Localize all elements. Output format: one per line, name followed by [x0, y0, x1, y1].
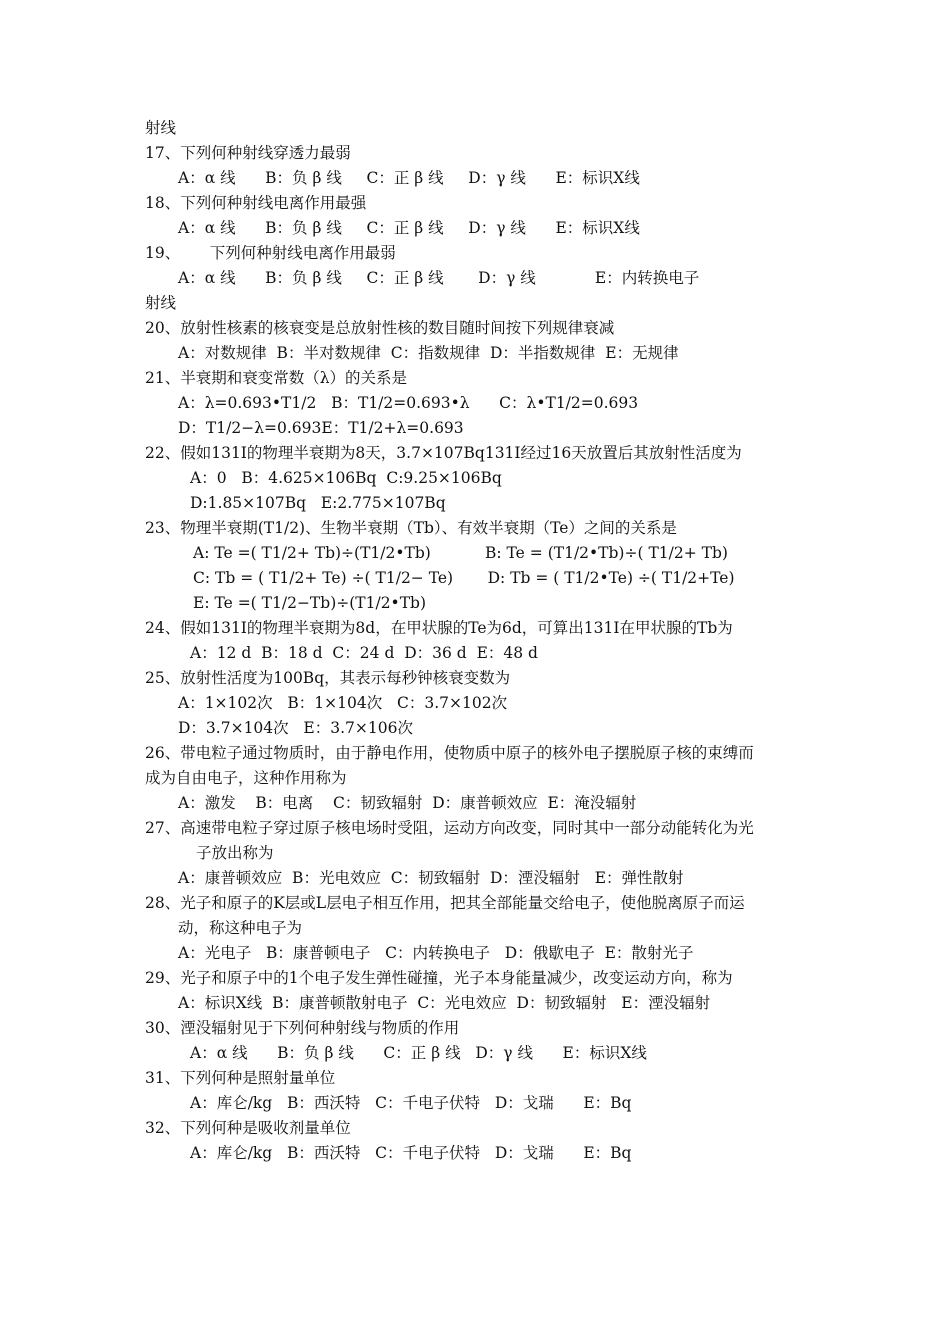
options-19: A：α 线 B：负 β 线 C：正 β 线 D：γ 线 E：内转换电子 — [178, 269, 700, 287]
options-17: A：α 线 B：负 β 线 C：正 β 线 D：γ 线 E：标识Ⅹ线 — [178, 169, 640, 187]
question-31: 31、下列何种是照射量单位 — [145, 1069, 336, 1087]
options-28: A：光电子 B：康普顿电子 C：内转换电子 D：俄歇电子 E：散射光子 — [178, 944, 694, 962]
options-32: A：库仑/kg B：西沃特 C：千电子伏特 D：戈瑞 E：Bq — [190, 1144, 632, 1162]
question-30: 30、湮没辐射见于下列何种射线与物质的作用 — [145, 1019, 460, 1037]
options-18: A：α 线 B：负 β 线 C：正 β 线 D：γ 线 E：标识Ⅹ线 — [178, 219, 640, 237]
question-19: 19、 下列何种射线电离作用最弱 — [145, 244, 396, 262]
question-20: 20、放射性核素的核衰变是总放射性核的数目随时间按下列规律衰减 — [145, 319, 615, 337]
question-18: 18、下列何种射线电离作用最强 — [145, 194, 367, 212]
question-21: 21、半衰期和衰变常数（λ）的关系是 — [145, 369, 408, 387]
question-27: 27、高速带电粒子穿过原子核电场时受阻，运动方向改变，同时其中一部分动能转化为光 — [145, 819, 754, 837]
question-23: 23、物理半衰期(T1/2)、生物半衰期（Tb）、有效半衰期（Te）之间的关系是 — [145, 519, 677, 537]
question-28-cont: 动，称这种电子为 — [178, 919, 303, 937]
options-24: A：12 d B：18 d C：24 d D：36 d E：48 d — [190, 644, 538, 662]
question-29: 29、光子和原子中的1个电子发生弹性碰撞，光子本身能量减少，改变运动方向，称为 — [145, 969, 733, 987]
question-24: 24、假如131I的物理半衰期为8d，在甲状腺的Te为6d，可算出131I在甲状腺的Tb为 — [145, 619, 733, 637]
options-31: A：库仑/kg B：西沃特 C：千电子伏特 D：戈瑞 E：Bq — [190, 1094, 632, 1112]
question-28: 28、光子和原子的K层或L层电子相互作用，把其全部能量交给电子，使他脱离原子而运 — [145, 894, 745, 912]
question-17: 17、下列何种射线穿透力最弱 — [145, 144, 351, 162]
question-27-cont: 子放出称为 — [196, 844, 274, 862]
options-23a: A: Te =( T1/2+ Tb)÷(T1/2•Tb) B: Te = (T1/2•Tb)÷( T1/2+ Tb) — [193, 544, 728, 562]
options-29: A：标识Ⅹ线 B：康普顿散射电子 C：光电效应 D：韧致辐射 E：湮没辐射 — [178, 994, 711, 1012]
options-26: A：激发 B：电离 C：韧致辐射 D：康普顿效应 E：淹没辐射 — [178, 794, 637, 812]
options-20: A：对数规律 B：半对数规律 C：指数规律 D：半指数规律 E：无规律 — [178, 344, 679, 362]
question-22: 22、假如131I的物理半衰期为8天，3.7×107Bq131I经过16天放置后其放射性活度为 — [145, 444, 742, 462]
question-26-cont: 成为自由电子，这种作用称为 — [145, 769, 347, 787]
options-25b: D：3.7×104次 E：3.7×106次 — [178, 719, 413, 737]
text-line: 射线 — [145, 119, 177, 137]
options-30: A：α 线 B：负 β 线 C：正 β 线 D：γ 线 E：标识Ⅹ线 — [190, 1044, 647, 1062]
question-26: 26、带电粒子通过物质时，由于静电作用，使物质中原子的核外电子摆脱原子核的束缚而 — [145, 744, 754, 762]
options-21b: D：T1/2−λ=0.693E：T1/2+λ=0.693 — [178, 419, 464, 437]
options-25a: A：1×102次 B：1×104次 C：3.7×102次 — [178, 694, 508, 712]
text-line: 射线 — [145, 294, 177, 312]
options-22a: A：0 B：4.625×106Bq C:9.25×106Bq — [190, 469, 502, 487]
options-27: A：康普顿效应 B：光电效应 C：韧致辐射 D：湮没辐射 E：弹性散射 — [178, 869, 684, 887]
options-21a: A：λ=0.693•T1/2 B：T1/2=0.693•λ C：λ•T1/2=0.693 — [178, 394, 639, 412]
options-23b: C: Tb = ( T1/2+ Te) ÷( T1/2− Te) D: Tb = ( T1/2•Te) ÷( T1/2+Te) — [193, 569, 735, 587]
question-25: 25、放射性活度为100Bq，其表示每秒钟核衰变数为 — [145, 669, 511, 687]
options-23c: E: Te =( T1/2−Tb)÷(T1/2•Tb) — [193, 594, 427, 612]
question-32: 32、下列何种是吸收剂量单位 — [145, 1119, 351, 1137]
options-22b: D:1.85×107Bq E:2.775×107Bq — [190, 494, 446, 512]
